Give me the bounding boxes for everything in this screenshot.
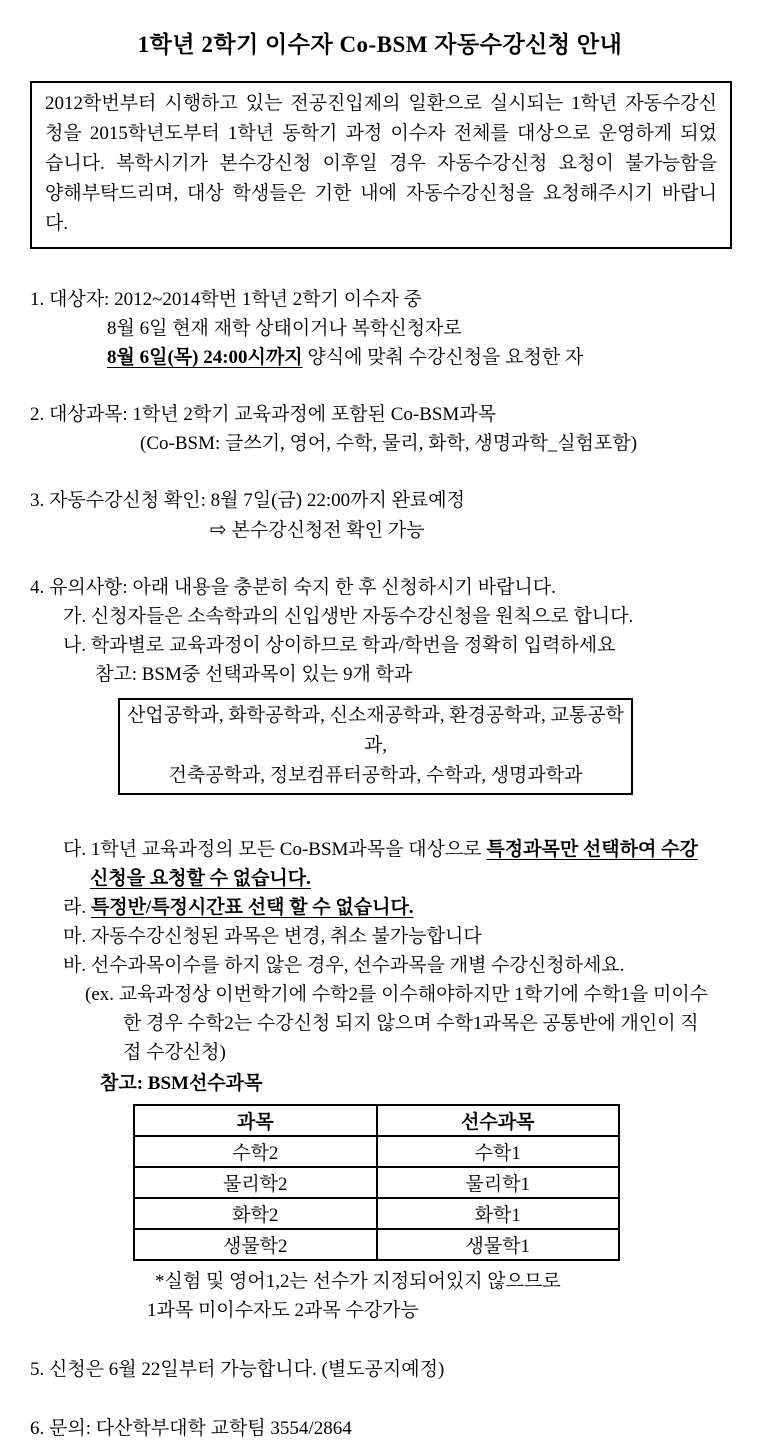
table-row [134,1198,619,1229]
caution-da-prefix: 다. 1학년 교육과정의 모든 Co-BSM과목을 대상으로 [63,839,487,860]
table-row [134,1167,619,1198]
section1-line2: 8월 6일 현재 재학 상태이거나 복학신청자로 [107,318,462,339]
caution-da-emphasis2: 신청을 요청할 수 없습니다. [90,868,311,889]
table-cell-prerequisite: 수학1 [377,1136,620,1167]
table-note2: 1과목 미이수자도 2과목 수강가능 [147,1300,419,1321]
deadline-emphasis: 8월 6일(목) 24:00시까지 [107,347,303,368]
section-contact [30,1414,740,1443]
table-cell-subject: 수학2 [134,1136,377,1167]
table-caption: 참고: BSM선수과목 [100,1073,263,1094]
table-cell-subject: 화학2 [134,1198,377,1229]
table-row [134,1136,619,1167]
caution-ra-prefix: 라. [63,897,91,918]
caution-ra-emphasis: 특정반/특정시간표 선택 할 수 없습니다. [90,897,414,918]
table-cell-subject: 생물학2 [134,1229,377,1260]
section1-heading: 1. 대상자: 2012~2014학번 1학년 2학기 이수자 중 [30,289,422,310]
section3-line2-text: 본수강신청전 확인 가능 [231,520,425,541]
section-cautions [30,573,740,1325]
section1-line3-rest: 양식에 맞춰 수강신청을 요청한 자 [302,347,584,368]
caution-item-ga: 가. 신청자들은 소속학과의 신입생반 자동수강신청을 원칙으로 합니다. [63,606,634,627]
section1-line3 [30,343,740,372]
department-list-box [118,698,633,795]
example-line1: (ex. 교육과정상 이번학기에 수학2를 이수해야하지만 1학기에 수학1을 미이수 [85,984,709,1005]
section-confirmation [30,486,740,545]
bsm-prerequisite-table [133,1104,620,1261]
table-header-subject: 과목 [134,1105,377,1136]
section-target-students [30,285,740,372]
caution-item-ra [30,893,740,922]
table-cell-prerequisite: 화학1 [377,1198,620,1229]
section2-line2: (Co-BSM: 글쓰기, 영어, 수학, 물리, 화학, 생명과학_실험포함) [140,433,638,454]
page-title: 1학년 2학기 이수자 Co-BSM 자동수강신청 안내 [137,32,623,57]
example-line3: 접 수강신청) [123,1042,226,1063]
right-arrow-icon: ⇨ [210,517,227,541]
section2-heading: 2. 대상과목: 1학년 2학기 교육과정에 포함된 Co-BSM과목 [30,404,497,425]
table-cell-subject: 물리학2 [134,1167,377,1198]
section3-heading: 3. 자동수강신청 확인: 8월 7일(금) 22:00까지 완료예정 [30,490,465,511]
note-9-departments: 참고: BSM중 선택과목이 있는 9개 학과 [95,664,413,685]
intro-box [30,81,732,249]
section-schedule [30,1355,740,1384]
section5-text: 5. 신청은 6월 22일부터 가능합니다. (별도공지예정) [30,1359,445,1380]
table-row [134,1229,619,1260]
caution-item-da-cont [30,864,740,893]
section-target-courses [30,400,740,458]
table-header-row [134,1105,619,1136]
department-list-line1: 산업공학과, 화학공학과, 신소재공학과, 환경공학과, 교통공학과, [127,705,624,756]
department-list-line2: 건축공학과, 정보컴퓨터공학과, 수학과, 생명과학과 [168,765,583,786]
table-cell-prerequisite: 생물학1 [377,1229,620,1260]
table-cell-prerequisite: 물리학1 [377,1167,620,1198]
caution-da-emphasis1: 특정과목만 선택하여 수강 [486,839,698,860]
caution-item-na: 나. 학과별로 교육과정이 상이하므로 학과/학번을 정확히 입력하세요 [63,635,616,656]
section4-heading: 4. 유의사항: 아래 내용을 충분히 숙지 한 후 신청하시기 바랍니다. [30,577,556,598]
table-header-prerequisite: 선수과목 [377,1105,620,1136]
section6-text: 6. 문의: 다산학부대학 교학팀 3554/2864 [30,1418,352,1439]
intro-text: 2012학번부터 시행하고 있는 전공진입제의 일환으로 실시되는 1학년 자동수강신청을 2015학년도부터 1학년 동학기 과정 이수자 전체를 대상으로 운영하게 되었습니다. 복학시기가 본수강신청 이후일 경우 자동수강신청 요청이 불가능함을 양해부탁드리며, 대상 학생들은 기한 내에 자동수강신청을 요청해주시기 바랍니다. [45,93,717,234]
section3-line2 [30,515,740,545]
example-line2: 한 경우 수학2는 수강신청 되지 않으며 수학1과목은 공통반에 개인이 직 [123,1013,699,1034]
caution-item-ma: 마. 자동수강신청된 과목은 변경, 취소 불가능합니다 [63,926,482,947]
caution-item-ba: 바. 선수과목이수를 하지 않은 경우, 선수과목을 개별 수강신청하세요. [63,955,625,976]
table-note1: *실험 및 영어1,2는 선수가 지정되어있지 않으므로 [155,1271,561,1292]
caution-item-da [30,835,740,864]
